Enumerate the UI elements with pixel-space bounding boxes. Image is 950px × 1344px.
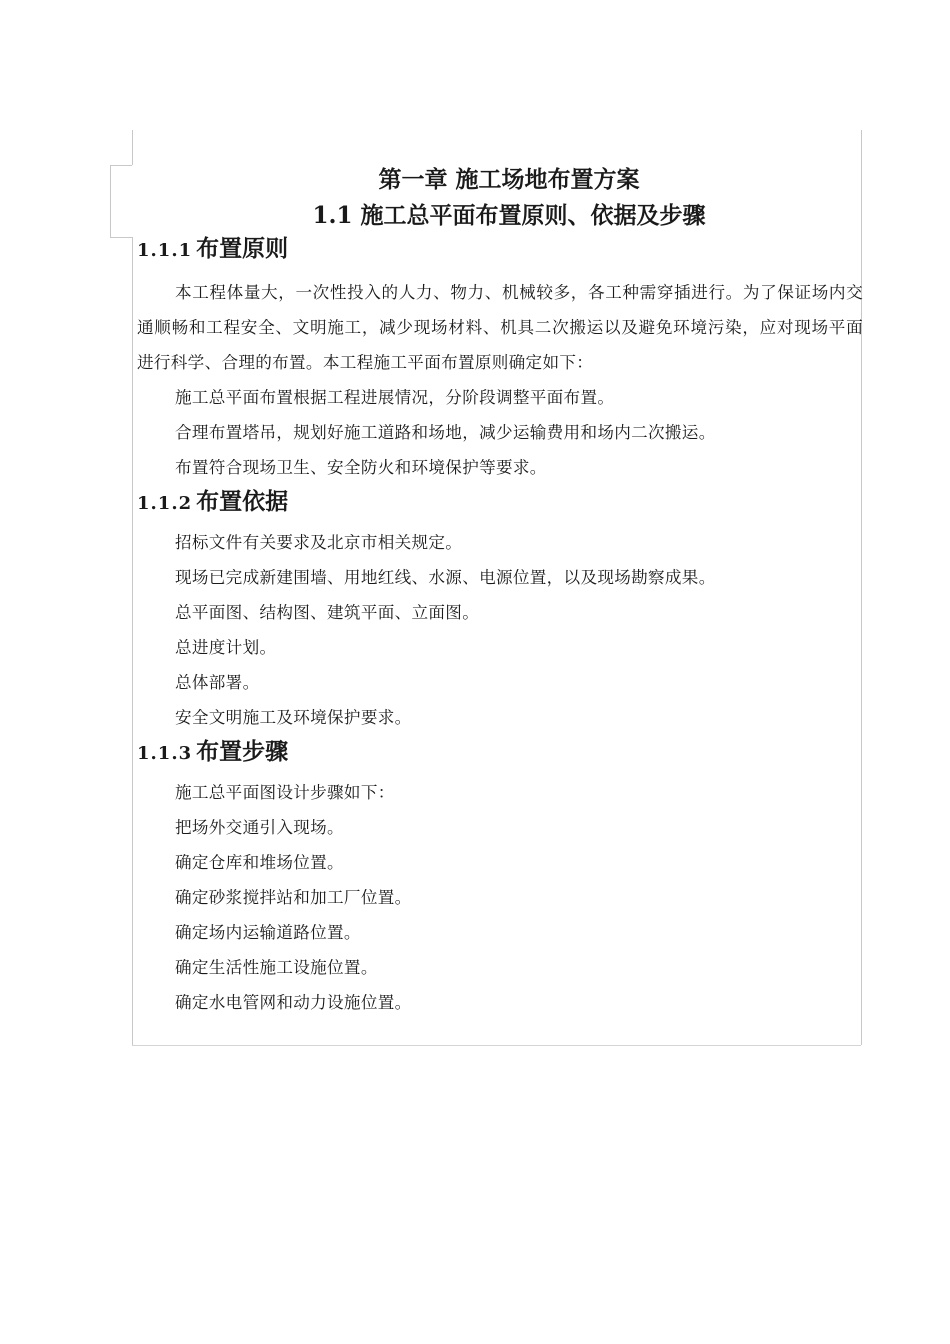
subsection-title: 布置原则: [196, 235, 289, 262]
subsection-number: 1.1.1: [137, 240, 193, 261]
list-item: 布置符合现场卫生、安全防火和环境保护等要求。: [175, 458, 547, 477]
frame-line: [110, 165, 111, 237]
list-item: 安全文明施工及环境保护要求。: [175, 708, 412, 727]
subsection-heading: [137, 485, 863, 519]
list-item: 确定砂浆搅拌站和加工厂位置。: [175, 888, 412, 907]
list-item: 总平面图、结构图、建筑平面、立面图。: [175, 603, 480, 622]
section-title: 1.1 施工总平面布置原则、依据及步骤: [312, 202, 706, 229]
subsection-number: 1.1.3: [137, 743, 193, 764]
list-item: 确定水电管网和动力设施位置。: [175, 993, 412, 1012]
list-item: 总体部署。: [175, 673, 260, 692]
document-body: [137, 160, 863, 1020]
list-item: 确定生活性施工设施位置。: [175, 958, 378, 977]
list-item: 总进度计划。: [175, 638, 277, 657]
subsection-heading: [137, 232, 863, 266]
list-item: 现场已完成新建围墙、用地红线、水源、电源位置，以及现场勘察成果。: [175, 568, 716, 587]
frame-line: [132, 237, 133, 1045]
chapter-title: 第一章 施工场地布置方案: [378, 166, 640, 193]
subsection-heading: [137, 735, 863, 769]
frame-line: [132, 130, 133, 165]
subsection-title: 布置步骤: [196, 738, 289, 765]
list-item: 招标文件有关要求及北京市相关规定。: [175, 533, 463, 552]
frame-line: [110, 165, 132, 166]
subsection-title: 布置依据: [196, 488, 289, 515]
list-item: 确定场内运输道路位置。: [175, 923, 361, 942]
list-item: 确定仓库和堆场位置。: [175, 853, 344, 872]
paragraph: 本工程体量大，一次性投入的人力、物力、机械较多，各工种需穿插进行。为了保证场内交通顺畅和工程安全、文明施工，减少现场材料、机具二次搬运以及避免环境污染，应对现场平面进行科学、合理的布置。本工程施工平面布置原则确定如下：: [137, 283, 863, 372]
list-item: 合理布置塔吊，规划好施工道路和场地，减少运输费用和场内二次搬运。: [175, 423, 716, 442]
list-item: 把场外交通引入现场。: [175, 818, 344, 837]
list-item: 施工总平面布置根据工程进展情况，分阶段调整平面布置。: [175, 388, 615, 407]
subsection-number: 1.1.2: [137, 493, 193, 514]
frame-line: [132, 1045, 861, 1046]
list-item: 施工总平面图设计步骤如下：: [175, 783, 395, 802]
frame-line: [110, 237, 132, 238]
